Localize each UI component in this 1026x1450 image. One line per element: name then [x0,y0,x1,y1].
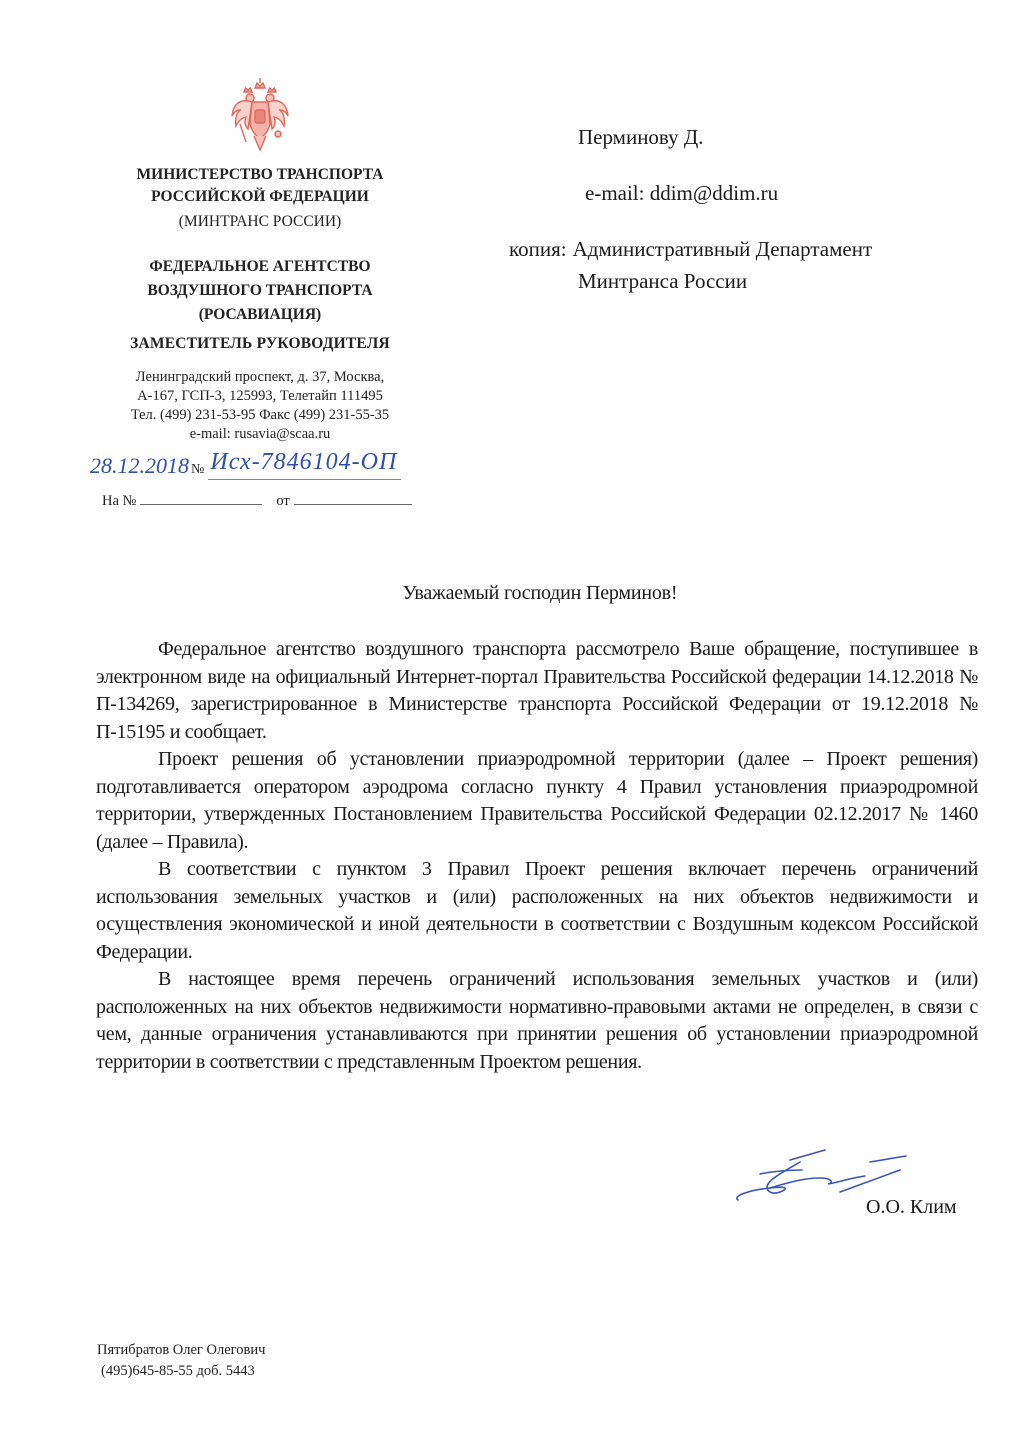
ministry-name [95,164,425,208]
copy-recipient-line1: Административный Департамент [572,237,873,261]
ministry-short-name: (МИНТРАНС РОССИИ) [178,213,342,230]
agency-name-line2: ВОЗДУШНОГО ТРАНСПОРТА [147,282,373,299]
salutation: Уважаемый господин Перминов! [402,582,678,604]
agency-name-line3: (РОСАВИАЦИЯ) [198,306,322,323]
ref-number-underline [208,448,401,480]
handwritten-ref-date: 28.12.2018 [90,453,189,478]
agency-contacts [95,368,425,444]
body-paragraph: В соответствии с пунктом 3 Правил Проект решения включает перечень ограничений использования земельных участков и (или) расположенных на них объектов недвижимости и осуществления экономической и иной деятельности в соответствии с Воздушным кодексом Российской Федерации. [96,858,978,963]
handwritten-ref-number: Исх-7846104-ОП [210,449,398,475]
sender-position: ЗАМЕСТИТЕЛЬ РУКОВОДИТЕЛЯ [130,335,390,352]
body-paragraph: Федеральное агентство воздушного транспорта рассмотрело Ваше обращение, поступившее в электронном виде на официальный Интернет-портал Правительства Российской федерации 14.12.2018 № П-134269, зарегистрированное в Министерстве транспорта Российской Федерации от 19.12.2018 № П-15195 и сообщает. [96,638,978,743]
signer-name: О.О. Клим [866,1196,957,1218]
executor-phone: (495)645-85-55 доб. 5443 [101,1363,255,1379]
copy-label: копия: [509,237,567,261]
address-line-1: Ленинградский проспект, д. 37, Москва, [135,369,385,385]
in-reply-date-blank [294,492,412,505]
letter-body [96,636,978,1076]
in-reply-date-label: от [276,493,290,509]
executor-name: Пятибратов Олег Олегович [97,1342,266,1358]
address-line-2: А-167, ГСП-3, 125993, Телетайп 111495 [137,388,383,404]
ministry-name-line2: РОССИЙСКОЙ ФЕДЕРАЦИИ [151,188,369,205]
address-line-3: Тел. (499) 231-53-95 Факс (499) 231-55-35 [130,407,390,423]
copy-row [509,237,872,262]
address-line-4: e-mail: rusavia@scaa.ru [189,426,331,442]
addressee-email: e-mail: ddim@ddim.ru [585,181,779,205]
in-reply-number-blank [140,492,262,505]
agency-name-line1: ФЕДЕРАЛЬНОЕ АГЕНТСТВО [149,258,371,275]
outgoing-reference [90,446,401,480]
in-reply-number-label: На № [102,493,137,509]
addressee-name: Перминову Д. [578,125,704,149]
agency-name [95,255,425,327]
coat-of-arms-icon [228,74,292,156]
body-paragraph: Проект решения об установлении приаэродромной территории (далее – Проект решения) подготавливается оператором аэродрома согласно пункту 4 Правил установления приаэродромной территории, утвержденных Постановлением Правительства Российской Федерации 02.12.2017 № 1460 (далее – Правила). [96,748,978,853]
copy-recipient-line2: Минтранса России [578,269,748,293]
in-reply-to [102,492,412,510]
ref-number-sign: № [191,462,205,477]
executor-block [97,1340,265,1382]
ministry-name-line1: МИНИСТЕРСТВО ТРАНСПОРТА [136,166,384,183]
body-paragraph: В настоящее время перечень ограничений использования земельных участков и (или) расположенных на них объектов недвижимости нормативно-правовыми актами не определен, в связи с чем, данные ограничения устанавливаются при принятии решения об установлении приаэродромной территории в соответствии с представленным Проектом решения. [96,968,978,1073]
